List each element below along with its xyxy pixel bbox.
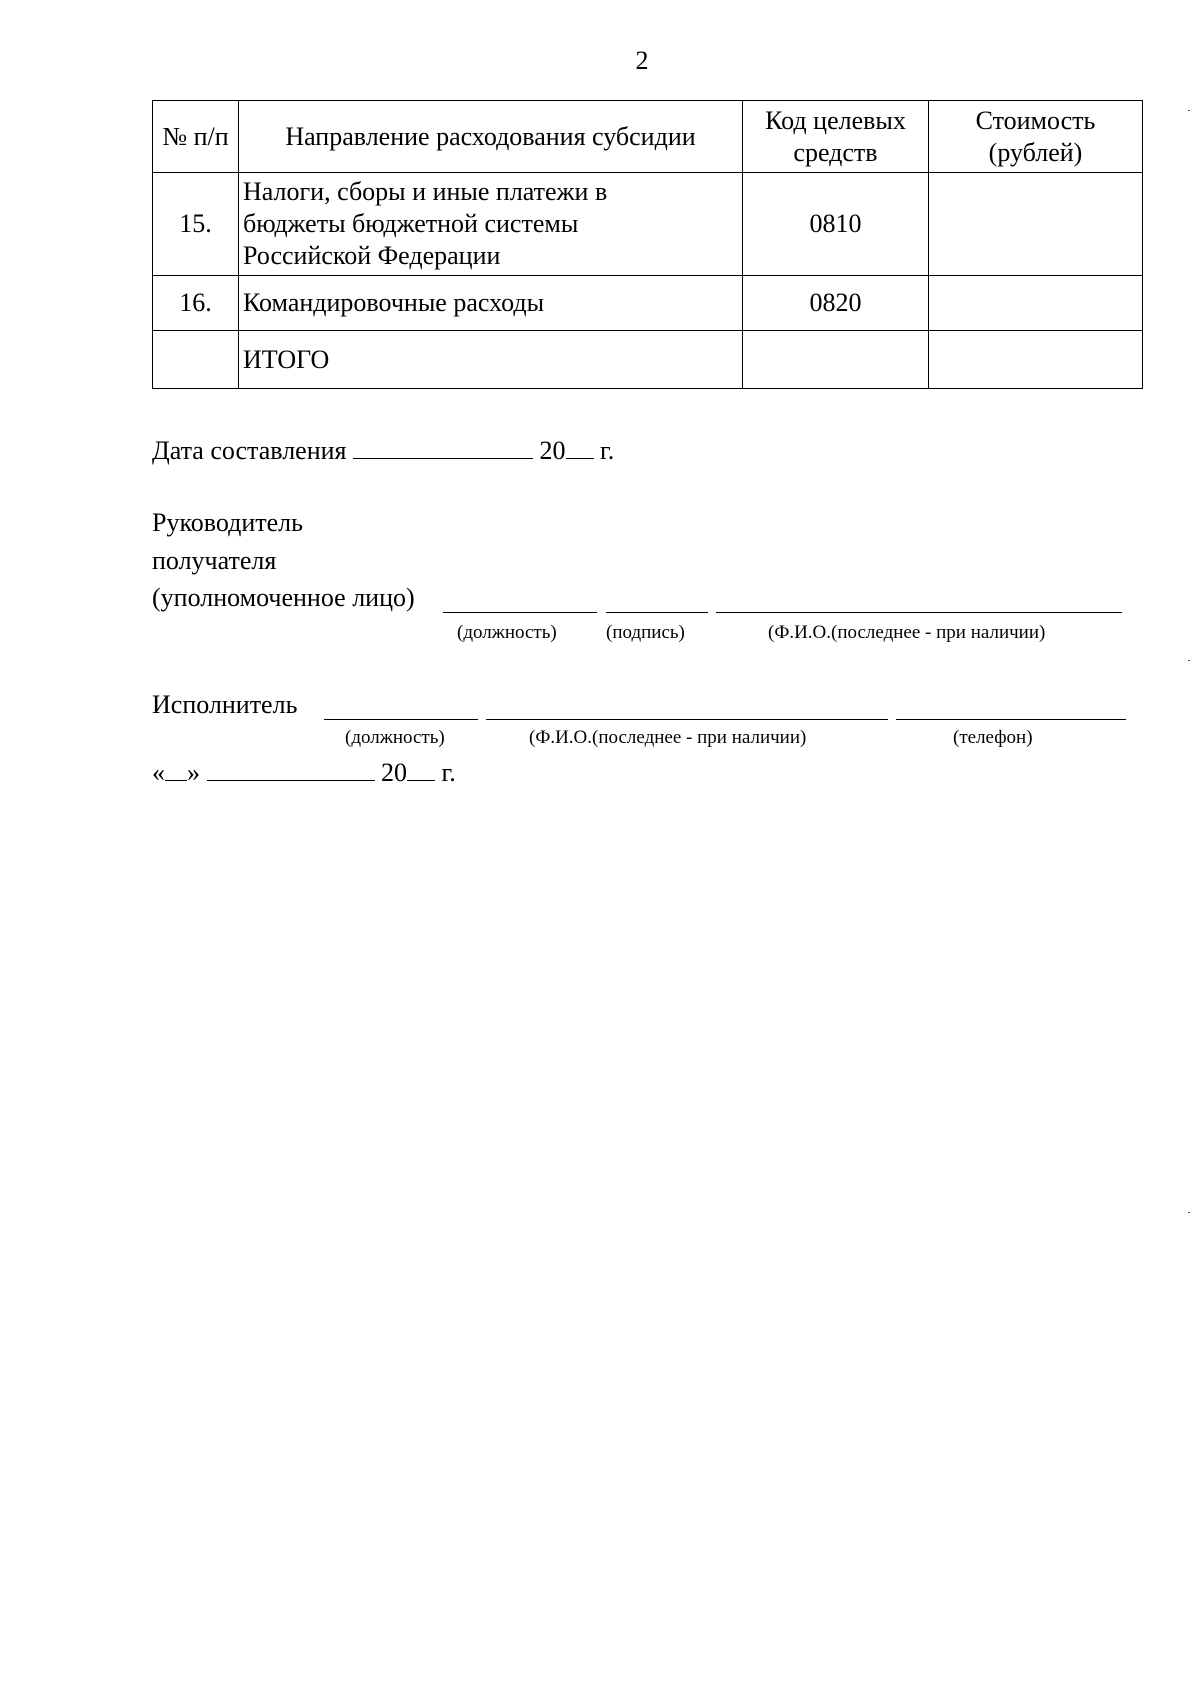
row-direction: Командировочные расходы <box>239 276 743 331</box>
executor-name-field <box>486 719 888 720</box>
compile-date-year-blank <box>566 436 594 459</box>
row-direction <box>239 173 743 276</box>
compile-date-blank <box>353 436 533 459</box>
executor-caption-phone: (телефон) <box>953 727 1033 748</box>
row-num <box>153 331 239 389</box>
header-cost-line2: (рублей) <box>988 137 1083 167</box>
header-code <box>743 101 929 173</box>
final-date-year-blank <box>407 758 435 781</box>
final-date-open-quote: « <box>152 758 165 787</box>
row-code: 0810 <box>743 173 929 276</box>
final-date-year-prefix: 20 <box>381 758 407 787</box>
row-cost <box>929 173 1143 276</box>
head-caption-name: (Ф.И.О.(последнее - при наличии) <box>768 622 1046 643</box>
header-cost-line1: Стоимость <box>975 105 1096 135</box>
table-row <box>153 276 1143 331</box>
scan-mark <box>1188 110 1190 111</box>
header-code-line2: средств <box>793 137 878 167</box>
row-code: 0820 <box>743 276 929 331</box>
head-name-field <box>716 612 1122 613</box>
subsidy-expenses-table <box>152 100 1143 389</box>
row-direction-line: Налоги, сборы и иные платежи в <box>243 177 608 206</box>
head-caption-position: (должность) <box>457 622 557 643</box>
header-num: № п/п <box>153 101 239 173</box>
scan-mark <box>1188 660 1190 661</box>
head-position-field <box>443 612 597 613</box>
table-row <box>153 173 1143 276</box>
final-date-day-blank <box>165 758 187 781</box>
executor-caption-position: (должность) <box>345 727 445 748</box>
final-date-month-blank <box>207 758 375 781</box>
header-code-line1: Код целевых <box>765 105 906 135</box>
row-num: 16. <box>153 276 239 331</box>
row-direction-line: бюджеты бюджетной системы <box>243 209 579 238</box>
final-date-close-quote: » <box>187 758 200 787</box>
executor-caption-name: (Ф.И.О.(последнее - при наличии) <box>529 727 807 748</box>
executor-phone-field <box>896 719 1126 720</box>
total-label: ИТОГО <box>239 331 743 389</box>
executor-position-field <box>324 719 478 720</box>
head-label-line1: Руководитель <box>152 508 303 537</box>
header-cost <box>929 101 1143 173</box>
final-date-year-suffix: г. <box>441 758 456 787</box>
scan-mark <box>1188 1212 1190 1213</box>
row-code <box>743 331 929 389</box>
executor-label: Исполнитель <box>152 690 298 719</box>
table-header-row <box>153 101 1143 173</box>
head-signature-field <box>606 612 708 613</box>
compile-date-label: Дата составления <box>152 436 347 465</box>
head-label-line2: получателя <box>152 546 277 575</box>
head-label-line3: (уполномоченное лицо) <box>152 583 415 612</box>
row-cost <box>929 276 1143 331</box>
compile-date-line <box>152 436 614 466</box>
header-direction: Направление расходования субсидии <box>239 101 743 173</box>
total-cost <box>929 331 1143 389</box>
compile-date-year-suffix: г. <box>600 436 615 465</box>
final-date-line <box>152 758 456 788</box>
head-caption-signature: (подпись) <box>606 622 685 643</box>
row-num: 15. <box>153 173 239 276</box>
page-number: 2 <box>635 46 649 75</box>
row-direction-line: Российской Федерации <box>243 241 501 270</box>
compile-date-year-prefix: 20 <box>539 436 566 465</box>
table-total-row <box>153 331 1143 389</box>
